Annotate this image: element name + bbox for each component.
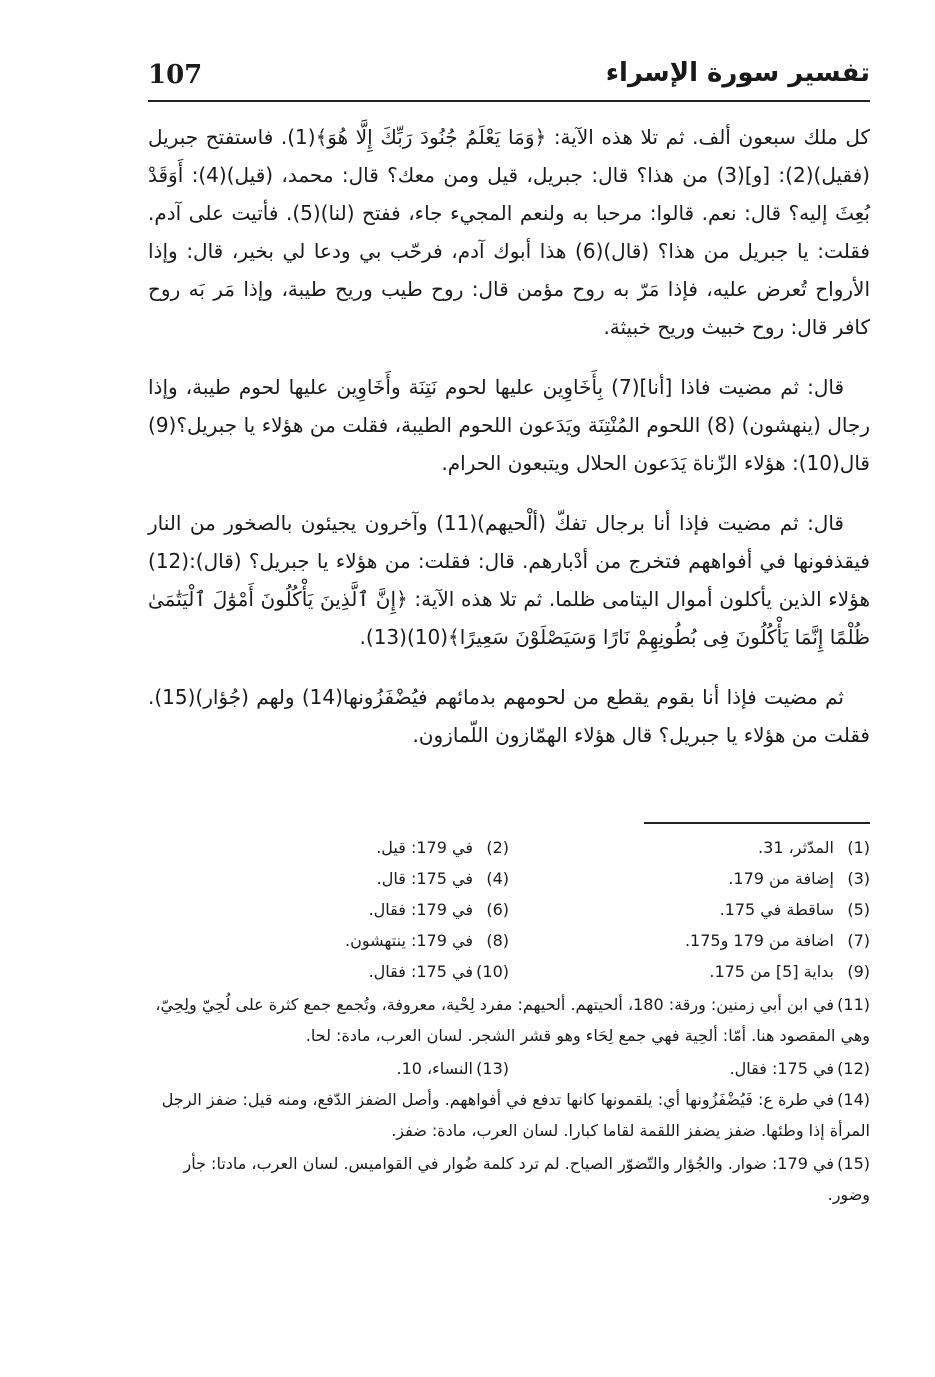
footnote-text: بداية [5] من 175. [709, 962, 834, 981]
footnote-2 [148, 832, 509, 863]
footnote-text: في 175: فقال. [368, 962, 473, 981]
paragraph-2: قال: ثم مضيت فاذا [أنا](7) بِأَخَاوِين عليها لحوم نَتِنَة وأَخَاوِين عليها لحوم طيبة، وإذا رجال (ينهشون) (8) اللحوم المُنْتِنَة ويَدَعون اللحوم الطيبة، فقلت من هؤلاء يا جبريل؟(9) قال(10): هؤلاء الزّناة يَدَعون الحلال ويتبعون الحرام. [148, 375, 871, 475]
header-divider [148, 100, 870, 102]
footnote-number: (3) [847, 869, 870, 888]
footnote-number: (12) [837, 1059, 870, 1078]
footnote-4 [148, 863, 509, 894]
footnote-text: إضافة من 179. [728, 869, 834, 888]
footnote-text: في 179: ضوار. والجُؤار والتّضوّر الصياح. لم ترد كلمة ضُوار في القواميس. لسان العرب، مادتا: جأر وضور. [183, 1154, 870, 1204]
running-title: تفسير سورة الإسراء [605, 58, 870, 88]
footnote-text: المدّثر، 31. [758, 838, 834, 857]
footnote-row [148, 863, 870, 894]
paragraph-3: قال: ثم مضيت فإذا أنا برجال تفكّ (ألْحيهم)(11) وآخرون يجيئون بالصخور من النار فيقذفونها في أفواههم فتخرج من أدْبارهم. قال: فقلت: من هؤلاء يا جبريل؟ (قال):(12) هؤلاء الذين يأكلون أموال اليتامى ظلما. ثم تلا هذه الآية: ﴿إِنَّ ٱلَّذِينَ يَأْكُلُونَ أَمْوَٰلَ ٱلْيَتَٰمَىٰ ظُلْمًا إِنَّمَا يَأْكُلُونَ فِى بُطُونِهِمْ نَارًا وَسَيَصْلَوْنَ سَعِيرًا﴾(10)(13). [148, 511, 870, 649]
footnote-text: في 179: ينتهشون. [345, 931, 473, 950]
footnote-number: (7) [847, 931, 870, 950]
footnote-text: في 179: قيل. [376, 838, 473, 857]
footnote-number: (9) [847, 962, 870, 981]
footnote-text: في 175: فقال. [729, 1059, 834, 1078]
footnote-number: (8) [486, 931, 509, 950]
footnote-14 [148, 1084, 870, 1146]
footnote-12 [509, 1053, 870, 1084]
footnote-13 [148, 1053, 509, 1084]
footnote-number: (4) [486, 869, 509, 888]
footnote-number: (2) [486, 838, 509, 857]
footnote-text: في 179: فقال. [368, 900, 473, 919]
footnote-text: في طرة ع: فَيُضْفَزُونها أي: يلقمونها كانها تدفع في أفواههم. وأصل الضفز الدّفع، ومنه قيل: ضفز الرجل المرأة إذا وطئها. ضفز يضفز اللقمة لقاما كبارا. لسان العرب، مادة: ضفز. [161, 1090, 870, 1140]
footnote-15 [148, 1148, 870, 1210]
footnote-11 [148, 989, 870, 1051]
footnote-number: (6) [486, 900, 509, 919]
main-text [148, 118, 870, 776]
footnote-number: (15) [837, 1154, 870, 1173]
footnote-text: في ابن أبي زمنين: ورقة: 180، ألحيتهم. ألحيهم: مفرد لِحْية، معروفة، وتُجمع جمع كثرة على لُحِيّ ولِحِيّ، وهي المقصود هنا. أمّا: ألحِية فهي جمع لِحَاء وهو قشر الشجر. لسان العرب، مادة: لحا. [155, 995, 870, 1045]
footnote-number: (1) [847, 838, 870, 857]
footnote-text: النساء، 10. [396, 1059, 473, 1078]
footnote-9 [509, 956, 870, 987]
footnote-row [148, 925, 870, 956]
footnote-number: (13) [476, 1059, 509, 1078]
footnote-number: (11) [837, 995, 870, 1014]
paragraph-4: ثم مضيت فإذا أنا بقوم يقطع من لحومهم بدمائهم فيُضْفَزُونها(14) ولهم (جُؤار)(15). فقلت من هؤلاء يا جبريل؟ قال هؤلاء الهمّازون اللّمازون. [148, 685, 870, 747]
footnote-number: (5) [847, 900, 870, 919]
footnote-text: اضافة من 179 و175. [684, 931, 834, 950]
page-header [148, 58, 870, 94]
footnote-row [148, 832, 870, 863]
footnote-divider [644, 822, 870, 824]
footnote-5 [509, 894, 870, 925]
paragraph-1: كل ملك سبعون ألف. ثم تلا هذه الآية: ﴿وَمَا يَعْلَمُ جُنُودَ رَبِّكَ إِلَّا هُوَ﴾(1). فاستفتح جبريل (فقيل)(2): [و](3) من هذا؟ قال: جبريل، قيل ومن معك؟ قال: محمد، (قيل)(4): أَوَقَدْ بُعِثَ إليه؟ قال: نعم. قالوا: مرحبا به ولنعم المجيء جاء، ففتح (لنا)(5). فأتيت على آدم. فقلت: يا جبريل من هذا؟ (قال)(6) هذا أبوك آدم، فرحّب بي ودعا لي بخير، قال: وإذا الأرواح تُعرض عليه، فإذا مَرّ به روح مؤمن قال: روح طيب وريح طيبة، وإذا مَر بَه روح كافر قال: روح خبيث وريح خبيثة. [148, 125, 870, 339]
footnotes [148, 832, 870, 1210]
footnote-7 [509, 925, 870, 956]
footnote-10 [148, 956, 509, 987]
footnote-row [148, 894, 870, 925]
footnote-row [148, 956, 870, 987]
footnote-text: ساقطة في 175. [719, 900, 834, 919]
footnote-8 [148, 925, 509, 956]
page-number: 107 [148, 60, 203, 90]
footnote-1 [509, 832, 870, 863]
footnote-6 [148, 894, 509, 925]
footnote-row [148, 1053, 870, 1084]
footnote-number: (10) [476, 962, 509, 981]
footnote-3 [509, 863, 870, 894]
footnote-text: في 175: قال. [376, 869, 473, 888]
footnote-number: (14) [837, 1090, 870, 1109]
